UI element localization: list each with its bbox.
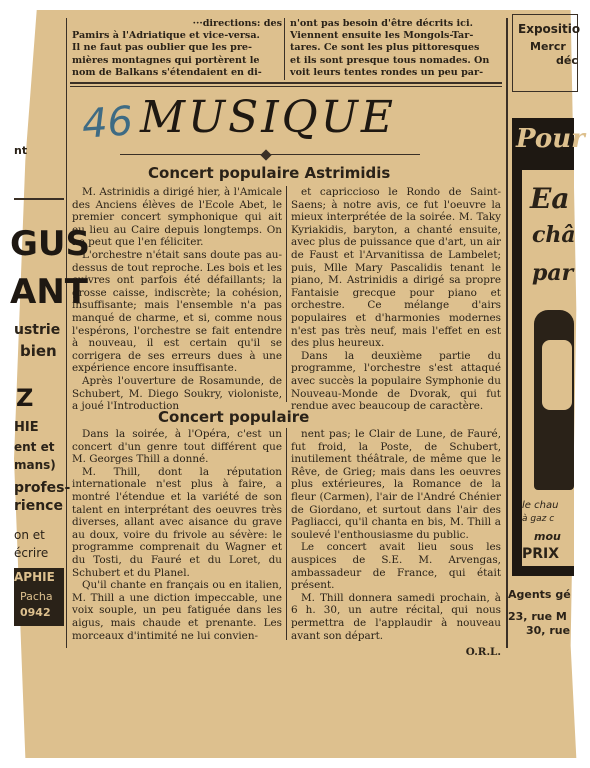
fragment-text: nt [14, 144, 28, 157]
paragraph: M. Thill donnera samedi prochain, à 6 h. 30, un autre récital, qui nous permettra de l'applaudir à nouveau avant son départ. [291, 591, 501, 642]
fragment-text: ustrie [14, 322, 61, 338]
top-right-fragment [290, 18, 500, 79]
top-double-rule [70, 86, 502, 87]
fragment-text: 30, rue [526, 624, 571, 637]
left-margin-fragments [10, 0, 91, 768]
fragment-rule [14, 198, 64, 200]
text-line: tares. Ce sont les plus pittoresques [290, 42, 480, 54]
article-title: Concert populaire Astrimidis [148, 164, 391, 182]
article-column [72, 428, 282, 642]
fragment-text: 23, rue M [508, 610, 567, 623]
handwritten-number: 46 [80, 98, 135, 148]
article-column [291, 428, 501, 659]
fragment-text: par [532, 260, 574, 286]
paragraph: et capriccioso le Rondo de Saint-Saens; à notre avis, ce fut l'oeuvre la mieux interprétée de la soirée. M. Taky Kyriakidis, baryton, a chanté ensuite, avec plus de puissance que d'art, un air de Faust et l'Arvanitissa de Lambelet; puis, Mlle Mary Pascalidis tenant le piano, M. Astrinidis a dirigé sa propre Fantaisie grecque pour piano et orchestre. Ce mélange d'airs populaires et d'harmonies modernes n'est pas très neuf, mais l'effet en est des plus heureux. [291, 186, 501, 350]
text-line: mières montagnes qui portèrent le [72, 54, 260, 66]
paragraph: Qu'il chante en français ou en italien, M. Thill a une diction impeccable, une voix souple, un peu fatiguée dans les aigus, mais chaude et prenante. Les morceaux d'intimité ne lui convien- [72, 579, 282, 642]
top-double-rule [70, 82, 502, 84]
text-line: n'ont pas besoin d'être décrits ici. [290, 18, 473, 29]
outer-column-rule [66, 18, 67, 648]
fragment-text: Z [16, 384, 34, 412]
column-rule [286, 186, 287, 402]
fragment-text: HIE [14, 420, 39, 435]
fragment-text: rience [14, 498, 63, 514]
fragment-text: ent et [14, 440, 55, 454]
paragraph: M. Astrinidis a dirigé hier, à l'Amicale des Anciens élèves de l'Ecole Abet, le premier concert symphonique qui ait eu lieu au Caire depuis longtemps. On ne peut que l'en féliciter. [72, 186, 282, 249]
top-left-fragment [72, 18, 282, 79]
fragment-text: déc [556, 54, 578, 67]
fragment-text: mans) [14, 458, 56, 472]
column-rule [284, 18, 285, 80]
signature: O.R.L. [465, 646, 501, 659]
fragment-text: profes- [14, 480, 71, 496]
fragment-text: Agents gé [508, 588, 571, 601]
paragraph: Le concert avait lieu sous les auspices de S.E. M. Arvengas, ambassadeur de France, qui était présent. [291, 541, 501, 592]
outer-column-rule [506, 18, 508, 648]
paragraph: M. Thill, dont la réputation internationale n'est plus à faire, a montré l'étendue et la variété de son talent en interprétant des oeuvres très diverses, allant avec aisance du grave au doux, voire du frivole au sévère: le programme comprenait du Wagner et du Tosti, du Fauré et du Loret, du Schubert et du Planel. [72, 465, 282, 579]
paragraph: nent pas; le Clair de Lune, de Fauré, fut froid, la Poste, de Schubert, inutilement théâtrale, de même que le Rêve, de Grieg; mais dans les oeuvres plus extérieures, la Romance de la fleur (Carmen), l'air de l'André Chénier de Giordano, et surtout dans l'air des Pagliacci, qu'il chanta en bis, M. Thill a soulevé l'enthousiasme du public. [291, 428, 501, 541]
fragment-text: bien [20, 342, 57, 360]
text-line: Il ne faut pas oublier que les pre- [72, 42, 252, 54]
article-title: Concert populaire [158, 408, 310, 426]
text-line: ···directions: des [192, 18, 282, 29]
text-line: Viennent ensuite les Mongols-Tar- [290, 30, 474, 42]
fragment-text: Pacha [20, 590, 53, 603]
article-column [291, 186, 501, 413]
text-line: nom de Balkans s'étendaient en di- [72, 66, 262, 78]
fragment-text: APHIE [14, 570, 55, 584]
fragment-text: PRIX [522, 546, 560, 562]
fragment-text: le chau [522, 500, 559, 511]
fragment-text: Expositio [518, 22, 581, 36]
paragraph: Dans la soirée, à l'Opéra, c'est un concert d'un genre tout différent que M. Georges Thill a donné. [72, 428, 282, 466]
fragment-text: mou [534, 530, 561, 543]
text-line: et ils sont presque tous nomades. On [290, 54, 490, 66]
right-margin-fragments [508, 0, 585, 768]
paragraph: L'orchestre n'était sans doute pas au-dessus de tout reproche. Les bois et les cuivres ont parfois été défaillants; la grosse caisse, indiscrète; la cohésion, insuffisante; mais l'ensemble n'a pas manqué de charme, et si, comme nous l'espérons, l'orchestre se fait entendre à nouveau, il est certain qu'il se corrigera de ses erreurs dues à une expérience encore insuffisante. [72, 248, 282, 375]
text-line: Pamirs à l'Adriatique et vice-versa. [72, 30, 260, 42]
fragment-text: Ea [530, 182, 570, 215]
fragment-text: écrire [14, 546, 49, 560]
fragment-text: châ [532, 222, 576, 248]
text-line: voit leurs tentes rondes un peu par- [290, 66, 484, 78]
paragraph: Après l'ouverture de Rosamunde, de Schubert, M. Diego Soukry, violoniste, a joué l'Introduction [72, 374, 282, 413]
fragment-text: Mercr [530, 40, 566, 53]
column-rule [286, 428, 287, 640]
section-title: MUSIQUE [140, 92, 396, 143]
fragment-text: à gaz c [522, 514, 555, 524]
fragment-text: 0942 [20, 606, 51, 619]
fragment-text: GUS [10, 224, 91, 264]
article-column [72, 186, 282, 413]
fragment-text: on et [14, 528, 45, 542]
fragment-text: ANT [10, 272, 88, 312]
fragment-text: Pour [516, 124, 585, 154]
paragraph: Dans la deuxième partie du programme, l'orchestre s'est attaqué avec succès la populaire Symphonie du Nouveau-Monde de Dvorak, qui fut rendue avec beaucoup de caractère. [291, 349, 501, 413]
heater-illustration-window [542, 340, 572, 410]
